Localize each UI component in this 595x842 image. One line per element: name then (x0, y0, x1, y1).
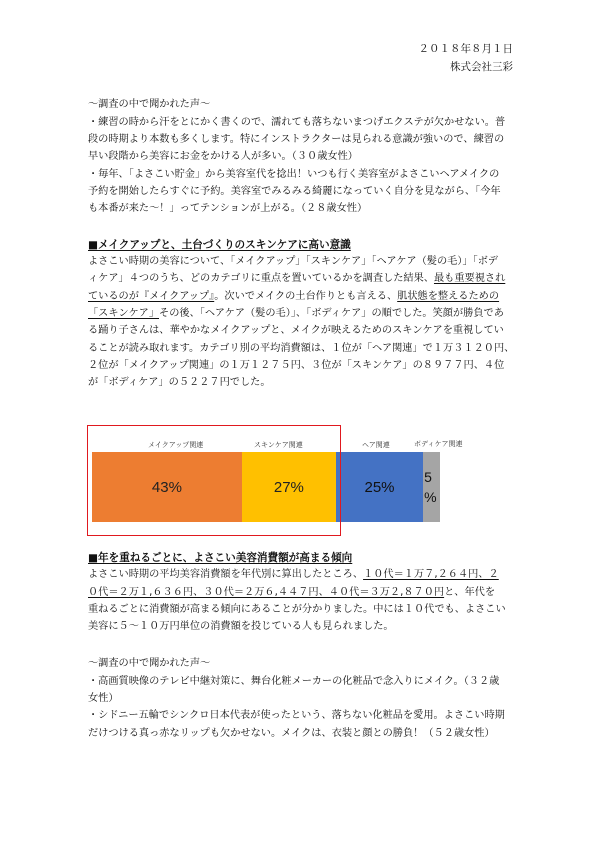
voices-title: 〜調査の中で聞かれた声〜 (88, 99, 211, 110)
voice-line: も本番が来た〜！」ってテンションが上がる。（２８歳女性） (88, 203, 368, 214)
voice-line: ・毎年、「よさこい貯金」から美容室代を捻出！いつも行く美容室がよさこいヘアメイクの (88, 169, 500, 180)
bar-data-label: 43% (151, 478, 182, 496)
voice-line: ・高画質映像のテレビ中継対策に、舞台化粧メーカーの化粧品で念入りにメイク。（３２歳 (88, 676, 500, 687)
underlined-text: ているのが『メイクアップ』 (88, 291, 215, 302)
underlined-text: ０代＝２万１,６３６円、３０代＝２万６,４４７円、４０代＝３万２,８７０円 (88, 587, 445, 598)
voice-line: 予約を開始したらすぐに予約。美容室でみるみる綺麗になっていく自分を見ながら、「今年 (88, 186, 501, 197)
underlined-text: １０代＝１万７,２６４円、２ (363, 569, 499, 580)
legend-label-makeup: メイクアップ関連 (148, 441, 204, 449)
body-text: その後、「ヘアケア（髪の毛）」、「ボディケア」の順でした。笑顔が勝負であ (159, 308, 504, 319)
company-name: 株式会社三彩 (450, 61, 513, 73)
body-text: ィケア」４つのうち、どのカテゴリに重点を置いているかを調査した結果、 (88, 273, 434, 284)
legend-label-body: ボディケア関連 (414, 440, 463, 448)
underlined-text: 最も重要視され (433, 273, 506, 284)
bar-data-label: 27% (273, 478, 304, 496)
body-text: と、年代を (444, 587, 496, 598)
body-text: よさこい時期の平均美容消費額を年代別に算出したところ、 (88, 569, 364, 580)
body-line: が「ボディケア」の５２２７円でした。 (88, 377, 271, 388)
body-text: 。次いでメイクの土台作りとも言える、 (214, 291, 398, 302)
voice-line: 早い段階から美容にお金をかける人が多い。（３０歳女性） (88, 151, 358, 162)
bar-data-label: 25% (364, 478, 395, 496)
voice-line: だけつける真っ赤なリップも欠かせない。メイクは、衣装と顔との勝負！（５２歳女性） (88, 728, 495, 739)
section-heading: ■年を重ねるごとに、よさこい美容消費額が高まる傾向 (88, 552, 353, 564)
body-line (88, 271, 505, 287)
body-line: よさこい時期の美容について、「メイクアップ」「スキンケア」「ヘアケア（髪の毛）」「ボデ (88, 256, 499, 267)
legend-label-hair: ヘア関連 (362, 441, 390, 449)
body-line (88, 585, 495, 601)
body-line: ２位が「メイクアップ関連」の１万１２７５円、３位が「スキンケア」の８９７７円、４位 (88, 360, 505, 371)
voice-line: ・シドニー五輪でシンクロ日本代表が使ったという、落ちない化粧品を愛用。よさこい時期 (88, 710, 505, 721)
section-heading: ■メイクアップと、土台づくりのスキンケアに高い意識 (88, 239, 351, 251)
bar-data-label: 5 % (424, 469, 437, 505)
body-line (88, 289, 499, 305)
document-date: ２０１８年８月１日 (418, 43, 513, 55)
body-line: 美容に５〜１０万円単位の消費額を投じている人も見られました。 (88, 621, 394, 632)
highlight-frame (87, 425, 341, 536)
voice-line: 女性） (88, 693, 119, 704)
underlined-text: 肌状態を整えるための (397, 291, 500, 302)
voice-line: 段の時期より本数も多くします。特にインストラクターは見られる意識が強いので、練習の (88, 134, 505, 145)
body-line (88, 567, 499, 583)
legend-label-skincare: スキンケア関連 (254, 441, 303, 449)
voices-title: 〜調査の中で聞かれた声〜 (88, 658, 211, 669)
body-line: る踊り子さんは、華やかなメイクアップと、メイクが映えるためのスキンケアを重視してい (88, 325, 504, 336)
voice-line: ・練習の時から汗をとにかく書くので、濡れても落ちないまつげエクステが欠かせない。普 (88, 117, 506, 128)
body-line: ることが読み取れます。カテゴリ別の平均消費額は、１位が「ヘア関連」で１万３１２０円、 (88, 343, 515, 354)
bar-hair (336, 452, 423, 522)
body-line: 重ねるごとに消費額が高まる傾向にあることが分かりました。中には１０代でも、よさこい (88, 604, 506, 615)
bar-body (423, 452, 440, 522)
body-line (88, 306, 504, 322)
underlined-text: 「スキンケア」 (88, 308, 160, 319)
